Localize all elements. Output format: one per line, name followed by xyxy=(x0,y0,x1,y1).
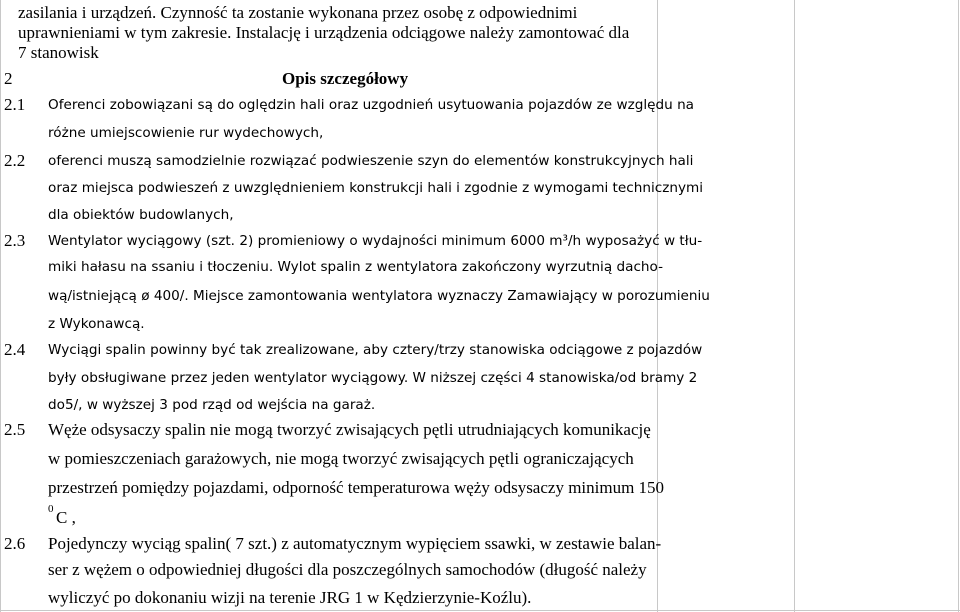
item-number: 2.4 xyxy=(4,340,26,359)
intro-line: uprawnieniami w tym zakresie. Instalację i urządzenia odciągowe należy zamontować dla xyxy=(18,23,630,42)
item-text-line: oferenci muszą samodzielnie rozwiązać podwieszenie szyn do elementów konstrukcyjnych hali xyxy=(48,153,694,169)
section-title: Opis szczegółowy xyxy=(282,69,409,88)
section-number: 2 xyxy=(4,69,13,88)
intro-line: 7 stanowisk xyxy=(18,43,99,62)
item-text-line: Wentylator wyciągowy (szt. 2) promieniowy o wydajności minimum 6000 m³/h wyposażyć w tłu- xyxy=(48,233,703,249)
item-text-line: w pomieszczeniach garażowych, nie mogą tworzyć zwisających pętli ograniczających xyxy=(48,449,634,468)
table-column-divider-1 xyxy=(657,0,658,612)
item-text-line: z Wykonawcą. xyxy=(48,316,145,332)
item-text-line: Wyciągi spalin powinny być tak zrealizowane, aby cztery/trzy stanowiska odciągowe z pojazdów xyxy=(48,342,703,358)
intro-line: zasilania i urządzeń. Czynność ta zostanie wykonana przez osobę z odpowiednimi xyxy=(18,3,578,22)
item-number: 2.2 xyxy=(4,151,26,170)
item-text-line: wą/istniejącą ø 400/. Miejsce zamontowania wentylatora wyznaczy Zamawiający w porozumieniu xyxy=(48,288,710,304)
item-text-line: przestrzeń pomiędzy pojazdami, odporność temperaturowa węży odsysaczy minimum 150 xyxy=(48,478,665,497)
table-column-divider-2 xyxy=(794,0,795,612)
item-number: 2.5 xyxy=(4,420,26,439)
item-text-line: do5/, w wyższej 3 pod rząd od wejścia na garaż. xyxy=(48,397,376,413)
item-text-line: oraz miejsca podwieszeń z uwzględnieniem konstrukcji hali i zgodnie z wymogami technicznymi xyxy=(48,180,704,196)
item-number: 2.1 xyxy=(4,95,26,114)
item-number: 2.6 xyxy=(4,534,26,553)
degree-mark: 0 xyxy=(48,503,54,515)
item-text-line: Pojedynczy wyciąg spalin( 7 szt.) z automatycznym wypięciem ssawki, w zestawie balan- xyxy=(48,534,662,553)
item-text-line: różne umiejscowienie rur wydechowych, xyxy=(48,125,324,141)
item-text-line: C , xyxy=(56,508,76,527)
item-number: 2.3 xyxy=(4,231,26,250)
table-row-divider xyxy=(0,610,960,611)
table-border-left xyxy=(0,0,1,612)
item-text-line: dla obiektów budowlanych, xyxy=(48,207,234,223)
item-text-line: miki hałasu na ssaniu i tłoczeniu. Wylot spalin z wentylatora zakończony wyrzutnią dacho- xyxy=(48,259,664,275)
item-text-line: ser z wężem o odpowiedniej długości dla poszczególnych samochodów (długość należy xyxy=(48,560,647,579)
item-text-line: Węże odsysaczy spalin nie mogą tworzyć zwisających pętli utrudniających komunikację xyxy=(48,420,651,439)
item-text-line: Oferenci zobowiązani są do oględzin hali oraz uzgodnień usytuowania pojazdów ze względu na xyxy=(48,97,695,113)
table-border-right xyxy=(958,0,959,612)
item-text-line: wyliczyć po dokonaniu wizji na terenie JRG 1 w Kędzierzynie-Koźlu). xyxy=(48,588,532,607)
item-text-line: były obsługiwane przez jeden wentylator wyciągowy. W niższej części 4 stanowiska/od bramy 2 xyxy=(48,370,698,386)
